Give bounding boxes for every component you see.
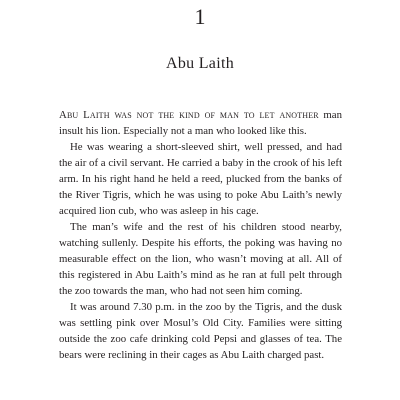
- chapter-body: [59, 107, 342, 363]
- paragraph-4: It was around 7.30 p.m. in the zoo by the Tigris, and the dusk was settling pink over Mosul’s Old City. Families were sitting outside the zoo cafe drinking cold Pepsi and glasses of tea. The bears were reclining in their cages as Abu Laith charged past.: [59, 301, 342, 361]
- chapter-number: 1: [194, 4, 206, 29]
- chapter-title: Abu Laith: [165, 55, 235, 72]
- paragraph-3: The man’s wife and the rest of his children stood nearby, watching sullenly. Despite his efforts, the poking was having no measurable effect on the lion, who wasn’t moving at all. All of this registered in Abu Laith’s mind as he ran at full pelt through the zoo towards the man, who had not seen him coming.: [59, 221, 342, 297]
- paragraph-1-lead-in: Abu Laith was not the kind of man to let another: [59, 109, 319, 121]
- paragraph-1: [59, 107, 342, 139]
- paragraph-2: He was wearing a short-sleeved shirt, well pressed, and had the air of a civil servant. He carried a baby in the crook of his left arm. In his right hand he held a reed, plucked from the banks of the River Tigris, which he was using to poke Abu Laith’s newly acquired lion cub, who was asleep in his cage.: [59, 141, 342, 217]
- paragraph-1-text: man insult his lion. Especially not a man who looked like this.: [59, 109, 342, 137]
